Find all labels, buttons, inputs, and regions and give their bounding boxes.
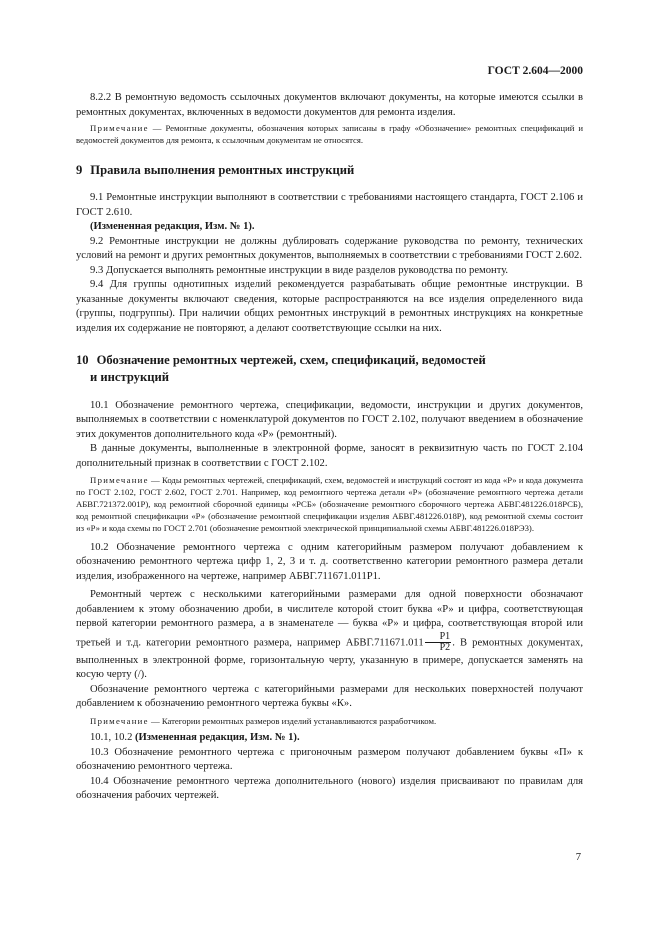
paragraph-10-2: 10.2 Обозначение ремонтного чертежа с одним категорийным размером получают добавлением к обозначению ремонтного чертежа цифр 1, 2, 3 и т. д. соответственно категории ремонтного размера детали изделия, изображенного на чертеже, например АБВГ.711671.011Р1.	[76, 541, 583, 582]
paragraph-9-2: 9.2 Ремонтные инструкции не должны дублировать содержание руководства по ремонту, технических условий на ремонт и других ремонтных документов, выполняемых в соответствии с требованиями ГОСТ 2.602.	[76, 235, 583, 262]
section-number: 9	[76, 162, 83, 177]
example-code: АБВГ.711671.011	[345, 636, 424, 648]
note-text: — Категории ремонтных размеров изделий устанавливаются разработчиком.	[148, 715, 437, 726]
change-note-9: (Измененная редакция, Изм. № 1).	[90, 221, 255, 233]
fraction-numerator: Р1	[425, 632, 452, 644]
note-1	[76, 123, 583, 147]
note-text: — Ремонтные документы, обозначения которых записаны в графу «Обозначение» ремонтных спецификаций и ведомостей документов для ремонта, к ссылочным документам не относятся.	[76, 123, 583, 145]
paragraph-10-2-multi: Ремонтный чертеж с несколькими категорийными размерами для одной поверхности обозначают добавлением к этому обозначению дроби, в числителе которой стоит буква «Р» и цифра, соответствующая первой категории ремонтного размера, а в знаменателе — буква «Р» и цифра, соответствующая второй или третьей и т.д. категории ремонтного размера, например АБВГ.711671.011 $\frac{Р1}{Р2}$ . В ремонтных документах, выполненных в электронной форме, горизонтальную черту, указанную в примере, допускается заменять на косую черту (/).	[76, 589, 583, 680]
section-title-line-2: и инструкций	[90, 370, 170, 385]
section-title: Правила выполнения ремонтных инструкций	[90, 162, 355, 177]
paragraph-9-1: 9.1 Ремонтные инструкции выполняют в соответствии с требованиями настоящего стандарта, ГОСТ 2.106 и ГОСТ 2.610.	[76, 192, 583, 218]
note-2	[76, 475, 583, 534]
fraction-denominator: Р2	[439, 642, 451, 653]
page-number: 7	[575, 852, 581, 863]
paragraph-10-1-electronic: В данные документы, выполненные в электронной форме, заносят в реквизитную часть по ГОСТ 2.104 дополнительный признак в соответствии с ГОСТ 2.102.	[76, 443, 583, 469]
paragraph-9-4: 9.4 Для группы однотипных изделий рекомендуется разрабатывать общие ремонтные инструкции. В указанные документы включают сведения, которые распространяются на все изделия определенного вида (группы, подгруппы). При наличии общих ремонтных инструкций в ремонтных инструкциях на конкретные изделия их содержание не повторяют, а делают соответствующие ссылки на них.	[76, 279, 583, 334]
change-note-10: 10.1, 10.2 (Измененная редакция, Изм. № 1).	[90, 732, 300, 744]
section-9-heading	[76, 162, 583, 179]
section-title-line-1: Обозначение ремонтных чертежей, схем, спецификаций, ведомостей	[96, 353, 486, 368]
paragraph-9-3: 9.3 Допускается выполнять ремонтные инструкции в виде разделов руководства по ремонту.	[90, 264, 509, 276]
note-label: Примечание	[90, 475, 149, 486]
note-text: — Коды ремонтных чертежей, спецификаций, схем, ведомостей и инструкций состоят из кода «Р» и кода документа по ГОСТ 2.102, ГОСТ 2.602, ГОСТ 2.701. Например, код ремонтного чертежа детали «Р» (обозначение ремонтного чертежа детали АБВГ.721372.001Р), код ремонтной сборочной единицы «РСБ» (обозначение ремонтного сборочного чертежа АБВГ.481226.018РСБ), код ремонтной спецификации «Р» (обозначение ремонтной спецификации изделия АБВГ.481226.018Р), код ремонтной схемы состоит из «Р» и кода схемы по ГОСТ 2.701 (обозначение ремонтной электрической принципиальной схемы АБВГ.481226.018РЭ3).	[76, 475, 583, 533]
paragraph-10-2-surfaces: Обозначение ремонтного чертежа с категорийными размерами для нескольких поверхностей получают добавлением к обозначению ремонтного чертежа буквы «К».	[76, 683, 583, 709]
note-3	[76, 716, 583, 728]
paragraph-10-1: 10.1 Обозначение ремонтного чертежа, спецификации, ведомости, инструкции и других документов, выполняемых в соответствии с номенклатурой документов по ГОСТ 2.102, получают введением в обозначение этих документов дополнительного кода «Р» (ремонтный).	[76, 399, 583, 440]
paragraph-10-3: 10.3 Обозначение ремонтного чертежа с пригоночным размером получают добавлением буквы «П» к обозначению ремонтного чертежа.	[76, 746, 583, 773]
paragraph-8-2-2: 8.2.2 В ремонтную ведомость ссылочных документов включают документы, на которые имеются ссылки в ремонтных документах, включенных в ведомости документов для ремонта изделия.	[76, 92, 583, 118]
note-label: Примечание	[90, 123, 149, 133]
note-label: Примечание	[90, 715, 149, 726]
paragraph-10-4: 10.4 Обозначение ремонтного чертежа дополнительного (нового) изделия присваивают по правилам для обозначения рабочих чертежей.	[76, 775, 583, 802]
section-10-heading	[76, 352, 583, 385]
section-number: 10	[76, 353, 89, 368]
standard-header: ГОСТ 2.604—2000	[487, 65, 583, 77]
fraction	[425, 632, 452, 654]
page-content	[76, 91, 583, 804]
